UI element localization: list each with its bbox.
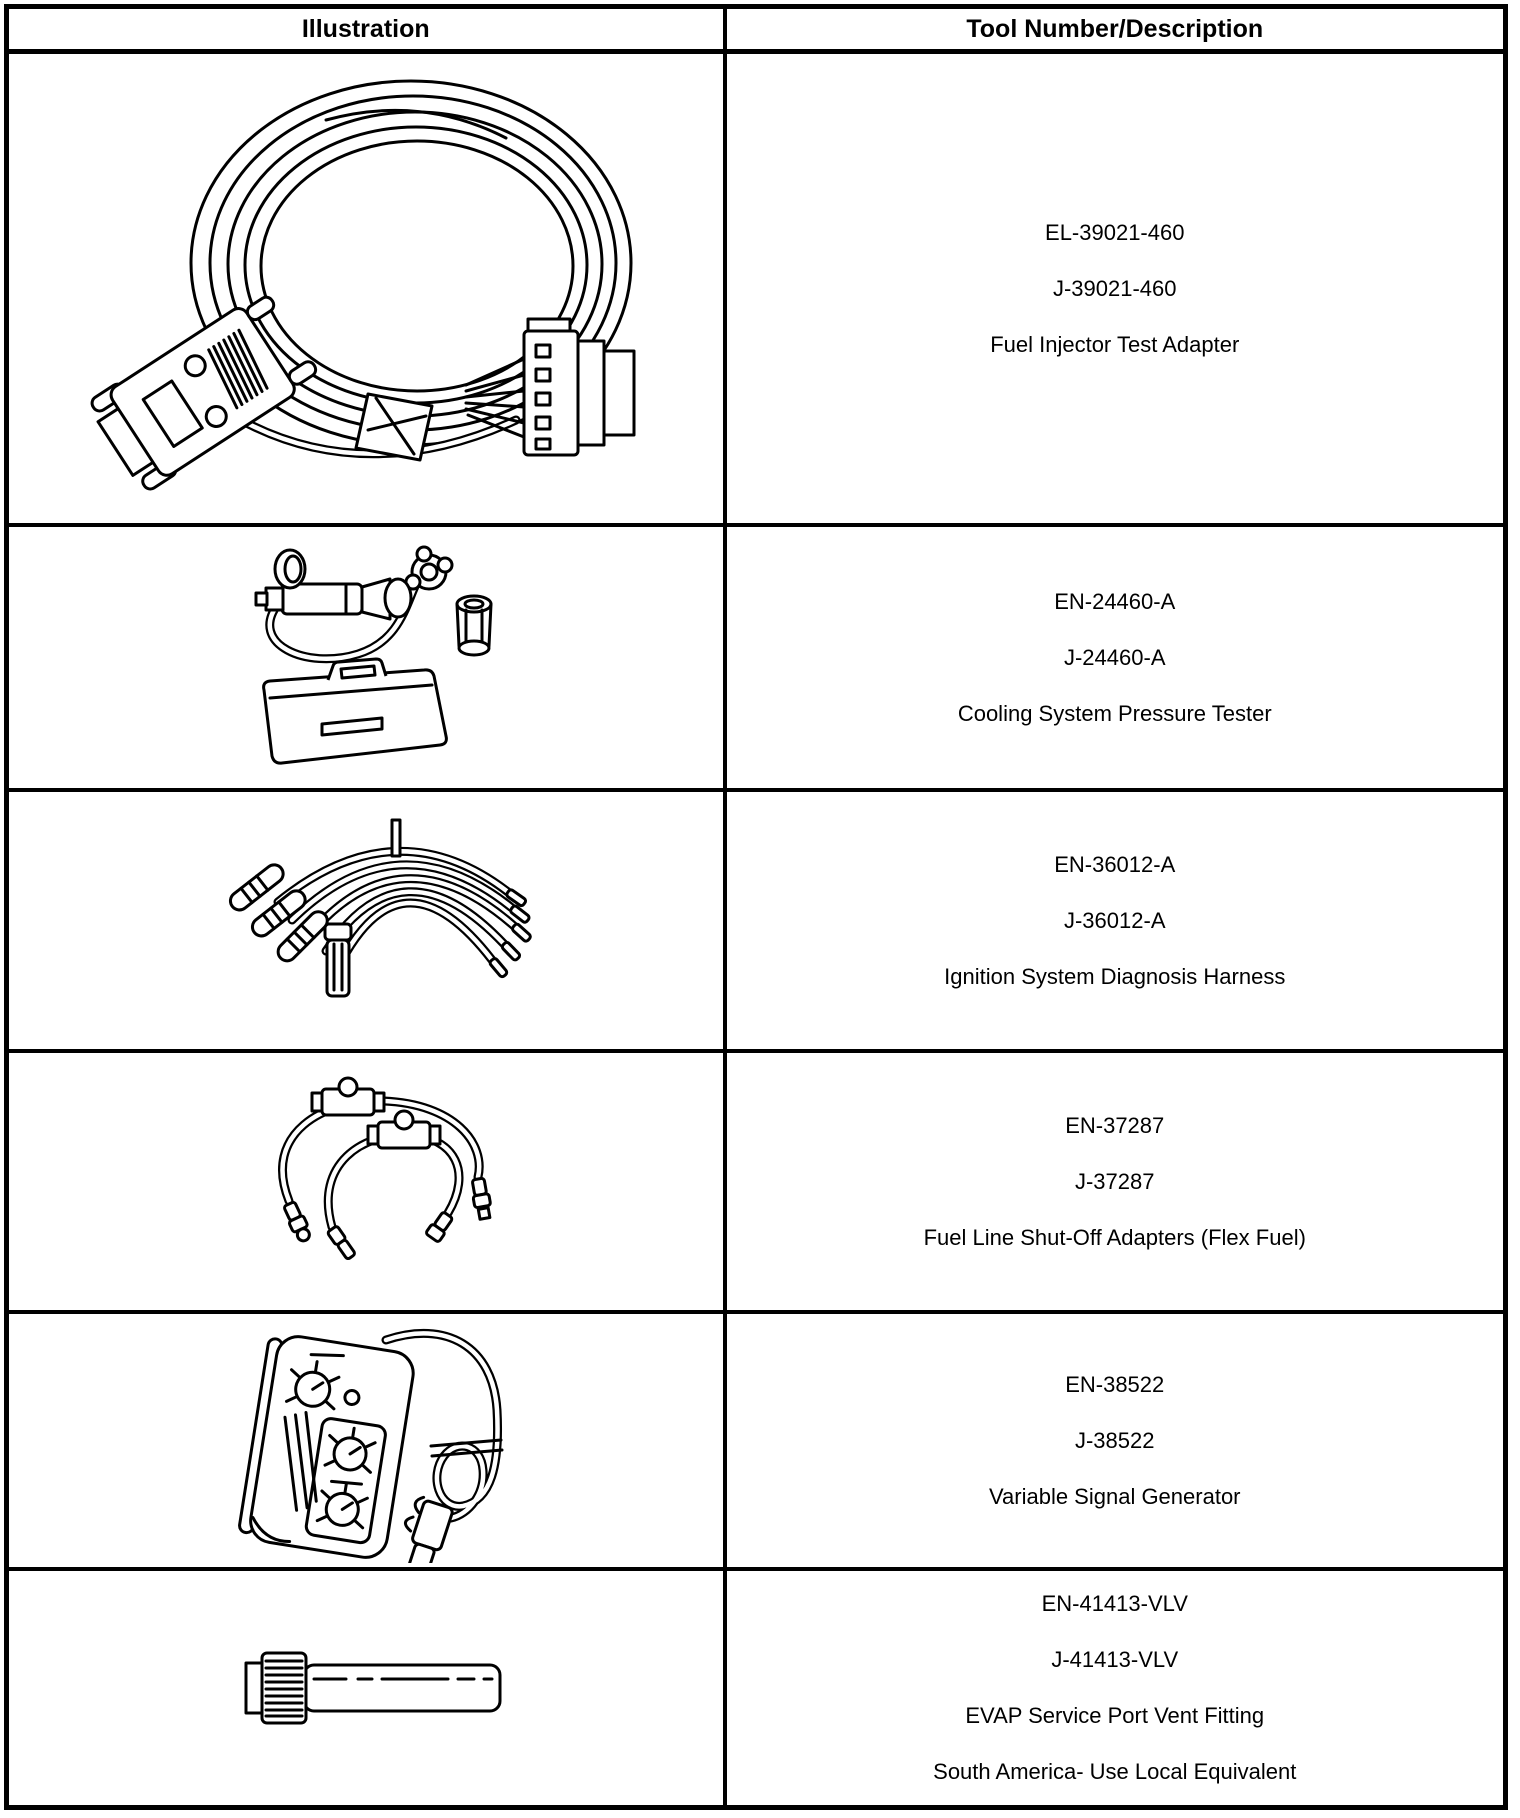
illustration-cell — [7, 1312, 725, 1569]
tool-description: Fuel Injector Test Adapter — [990, 331, 1240, 357]
description-cell — [725, 1569, 1506, 1808]
table-row — [7, 525, 1506, 790]
table-row — [7, 1312, 1506, 1569]
illustration-cell — [7, 1569, 725, 1808]
tool-number-en: EN-37287 — [1065, 1112, 1165, 1138]
table-row — [7, 1051, 1506, 1312]
tool-description: Variable Signal Generator — [988, 1483, 1241, 1509]
tool-number-en: EN-36012-A — [1054, 851, 1176, 877]
table-row — [7, 52, 1506, 525]
description-cell — [725, 1312, 1506, 1569]
tool-number-j: J-24460-A — [1063, 644, 1166, 670]
description-cell — [725, 52, 1506, 525]
illustration-cell — [7, 1051, 725, 1312]
illustration-cell — [7, 790, 725, 1051]
tool-number-j: J-36012-A — [1063, 907, 1166, 933]
tool-description: Ignition System Diagnosis Harness — [944, 963, 1286, 989]
evap-vent-fitting-illustration — [196, 1613, 536, 1763]
tool-number-j: J-39021-460 — [1052, 275, 1177, 301]
tool-description: Fuel Line Shut-Off Adapters (Flex Fuel) — [923, 1224, 1306, 1250]
tool-number-en: EN-24460-A — [1054, 588, 1176, 614]
description-cell — [725, 1051, 1506, 1312]
fuel-line-shut-off-adapters-illustration — [186, 1071, 546, 1291]
illustration-cell — [7, 525, 725, 790]
description-cell — [725, 790, 1506, 1051]
cooling-system-pressure-tester-illustration — [186, 532, 546, 782]
tool-description: EVAP Service Port Vent Fitting — [965, 1703, 1265, 1729]
illustration-cell — [7, 52, 725, 525]
fuel-injector-test-adapter-illustration — [76, 68, 656, 508]
description-cell — [725, 525, 1506, 790]
column-header-tool-number-description: Tool Number/Description — [725, 7, 1506, 52]
ignition-harness-illustration — [186, 810, 546, 1030]
tool-number-j: J-37287 — [1074, 1168, 1155, 1194]
tool-description-note: South America- Use Local Equivalent — [933, 1759, 1297, 1785]
variable-signal-generator-illustration — [201, 1318, 531, 1563]
special-tools-table — [4, 4, 1508, 1810]
tool-number-en: EN-38522 — [1065, 1371, 1165, 1397]
tool-number-j: J-38522 — [1074, 1427, 1155, 1453]
tool-number-en: EN-41413-VLV — [1041, 1591, 1188, 1617]
tool-number-j: J-41413-VLV — [1051, 1647, 1179, 1673]
table-row — [7, 790, 1506, 1051]
tool-description: Cooling System Pressure Tester — [957, 700, 1272, 726]
table-header-row — [7, 7, 1506, 52]
column-header-illustration: Illustration — [7, 7, 725, 52]
table-row — [7, 1569, 1506, 1808]
tool-number-en: EL-39021-460 — [1045, 219, 1185, 245]
